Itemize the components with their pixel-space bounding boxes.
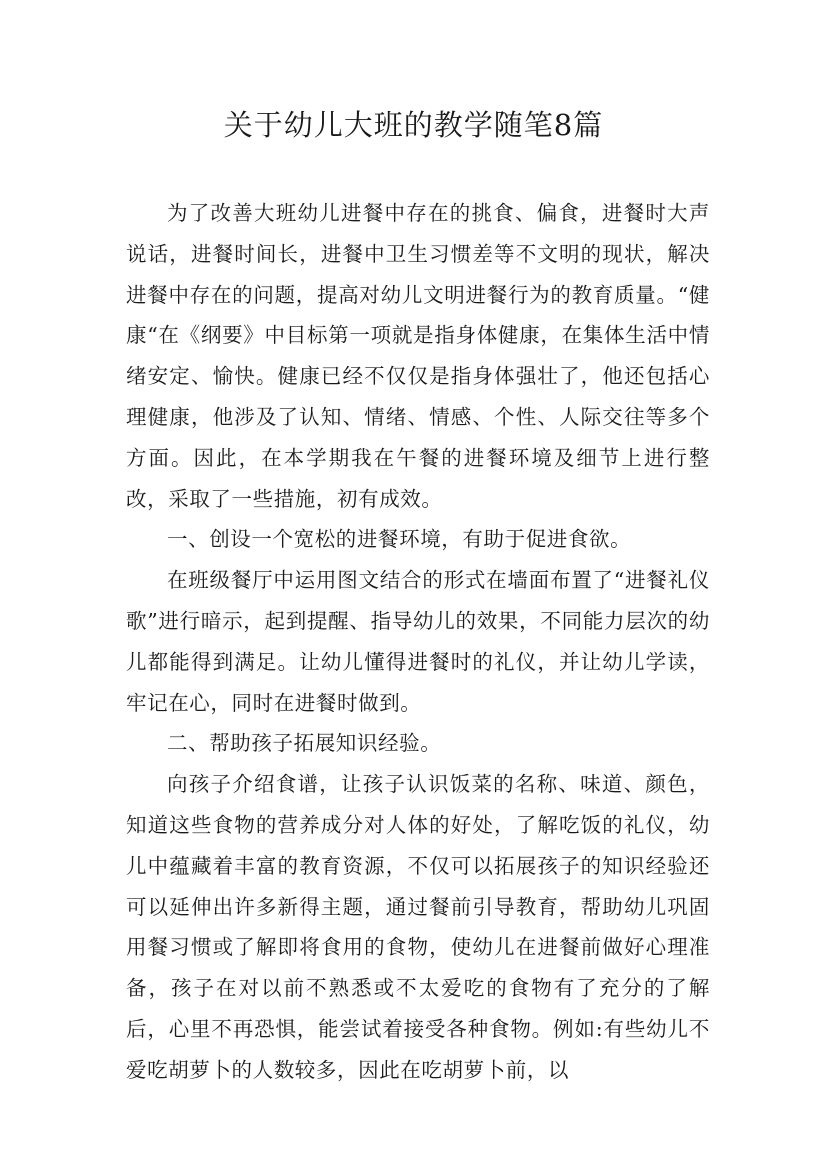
document-title: 关于幼儿大班的教学随笔8篇 (223, 108, 604, 142)
document-body (126, 193, 710, 1091)
section-heading-1: 一、创设一个宽松的进餐环境，有助于促进食欲。 (167, 527, 632, 552)
section-heading-2: 二、帮助孩子拓展知识经验。 (167, 731, 442, 756)
paragraph-intro: 为了改善大班幼儿进餐中存在的挑食、偏食，进餐时大声说话，进餐时间长，进餐中卫生习惯差等不文明的现状，解决进餐中存在的问题，提高对幼儿文明进餐行为的教育质量。“健康“在《纲要》中目标第一项就是指身体健康，在集体生活中情绪安定、愉快。健康已经不仅仅是指身体强壮了，他还包括心理健康，他涉及了认知、情绪、情感、个性、人际交往等多个方面。因此，在本学期我在午餐的进餐环境及细节上进行整改，采取了一些措施，初有成效。 (126, 201, 710, 511)
paragraph-section-2: 向孩子介绍食谱，让孩子认识饭菜的名称、味道、颜色，知道这些食物的营养成分对人体的好处，了解吃饭的礼仪，幼儿中蕴藏着丰富的教育资源，不仅可以拓展孩子的知识经验还可以延伸出许多新得主题，通过餐前引导教育，帮助幼儿巩固用餐习惯或了解即将食用的食物，使幼儿在进餐前做好心理准备，孩子在对以前不熟悉或不太爱吃的食物有了充分的了解后，心里不再恐惧，能尝试着接受各种食物。例如:有些幼儿不爱吃胡萝卜的人数较多，因此在吃胡萝卜前，以 (126, 772, 710, 1082)
paragraph-section-1: 在班级餐厅中运用图文结合的形式在墙面布置了“进餐礼仪歌”进行暗示，起到提醒、指导幼儿的效果，不同能力层次的幼儿都能得到满足。让幼儿懂得进餐时的礼仪，并让幼儿学读，牢记在心，同时在进餐时做到。 (126, 568, 710, 715)
